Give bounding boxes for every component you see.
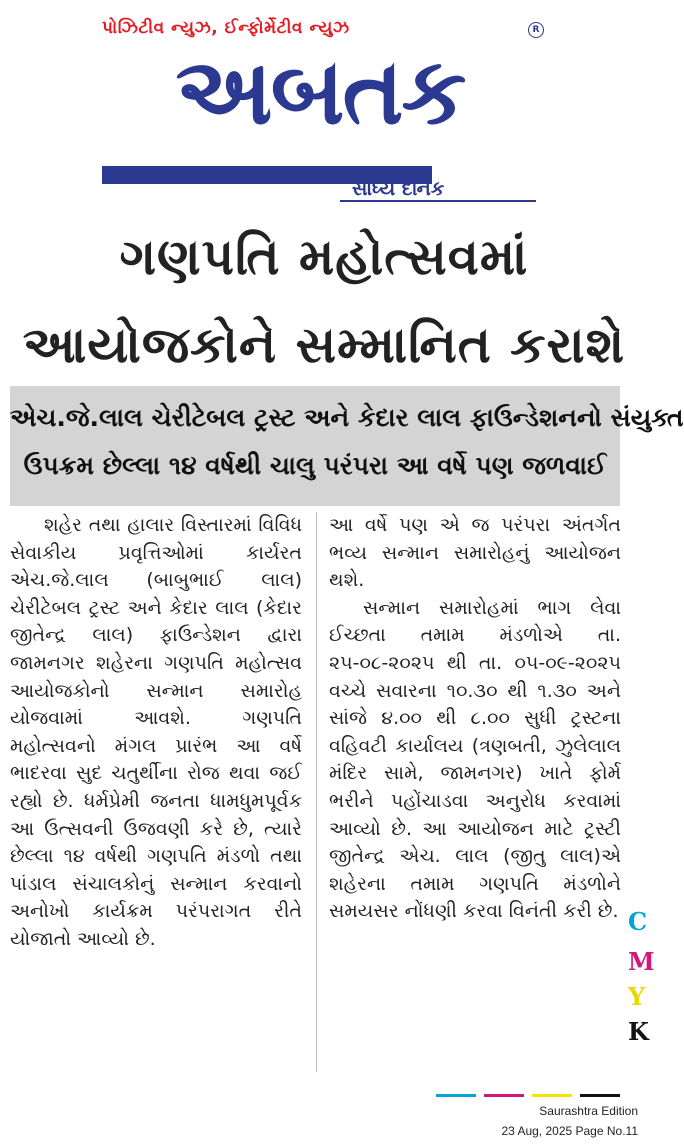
registration-line-black — [580, 1094, 620, 1097]
registration-line-magenta — [484, 1094, 524, 1097]
column-divider — [316, 512, 317, 1072]
cmyk-mark-c: C — [628, 907, 648, 936]
article-column-left — [10, 512, 302, 954]
masthead-tagline: પોઝિટીવ ન્યુઝ, ઈન્ફોર્મેટીવ ન્યુઝ — [102, 18, 350, 38]
article-paragraph: આ વર્ષે પણ એ જ પરંપરા અંતર્ગત ભવ્ય સન્માન સમારોહનું આયોજન થશે. — [329, 514, 621, 592]
article-paragraph: સન્માન સમારોહમાં ભાગ લેવા ઈચ્છતા તમામ મંડળોએ તા. ૨૫-૦૮-૨૦૨૫ થી તા. ૦૫-૦૯-૨૦૨૫ વચ્ચે સવારના ૧૦.૩૦ થી ૧.૩૦ અને સાંજે ૪.૦૦ થી ૮.૦૦ સુધી ટ્રસ્ટના વહિવટી કાર્યાલય (ત્રણબતી, ઝુલેલાલ મંદિર સામે, જામનગર) ખાતે ફોર્મ ભરીને પહોંચાડવા અનુરોધ કરવામાં આવ્યો છે. આ આયોજન માટે ટ્રસ્ટી જીતેન્દ્ર એચ. લાલ (જીતુ લાલ)એ શહેરના તમામ ગણપતિ મંડળોને સમયસર નોંધણી કરવા વિનંતી કરી છે. — [329, 596, 621, 923]
cmyk-mark-k: K — [628, 1017, 649, 1046]
article-column-right — [329, 512, 621, 926]
registration-line-cyan — [436, 1094, 476, 1097]
registration-line-yellow — [532, 1094, 572, 1097]
registered-mark: R — [528, 22, 544, 38]
cmyk-mark-m: M — [628, 947, 655, 976]
cmyk-mark-y: Y — [628, 982, 646, 1011]
masthead-rule — [340, 200, 536, 202]
masthead-subtitle: સાંધ્ય દૈનિક — [352, 178, 445, 200]
subheadline-line-2: ઉપક્રમ છેલ્લા ૧૪ વર્ષથી ચાલુ પરંપરા આ વર્ષે પણ જળવાઈ — [23, 451, 607, 480]
masthead-name: અબતક — [175, 38, 465, 145]
masthead-logo — [100, 40, 540, 144]
edition-date-page: 23 Aug, 2025 Page No.11 — [501, 1124, 638, 1138]
headline-line-1: ગણપતિ મહોત્સવમાં — [119, 228, 529, 286]
headline-line-2: આયોજકોને સમ્માનિત કરાશે — [22, 316, 626, 374]
article-paragraph: શહેર તથા હાલાર વિસ્તારમાં વિવિધ સેવાકીય પ્રવૃત્તિઓમાં કાર્યરત એચ.જે.લાલ (બાબુભાઈ લાલ) ચેરીટેબલ ટ્રસ્ટ અને કેદાર લાલ (કેદાર જીતેન્દ્ર લાલ) ફાઉન્ડેશન દ્વારા જામનગર શહેરના ગણપતિ મહોત્સવ આયોજકોનો સન્માન સમારોહ યોજવામાં આવશે. ગણપતિ મહોત્સવનો મંગલ પ્રારંભ આ વર્ષે ભાદરવા સુદ ચતુર્થીના રોજ થવા જઈ રહ્યો છે. ધર્મપ્રેમી જનતા ધામધુમપૂર્વક આ ઉત્સવની ઉજવણી કરે છે, ત્યારે છેલ્લા ૧૪ વર્ષથી ગણપતિ મંડળો તથા પાંડાલ સંચાલકોનું સન્માન કરવાનો અનોખો કાર્યક્રમ પરંપરાગત રીતે યોજાતો આવ્યો છે. — [10, 514, 302, 950]
subheadline-line-1: એચ.જે.લાલ ચેરીટેબલ ટ્રસ્ટ અને કેદાર લાલ ફાઉન્ડેશનનો સંયુક્ત — [10, 403, 684, 432]
edition-name: Saurashtra Edition — [539, 1104, 638, 1118]
